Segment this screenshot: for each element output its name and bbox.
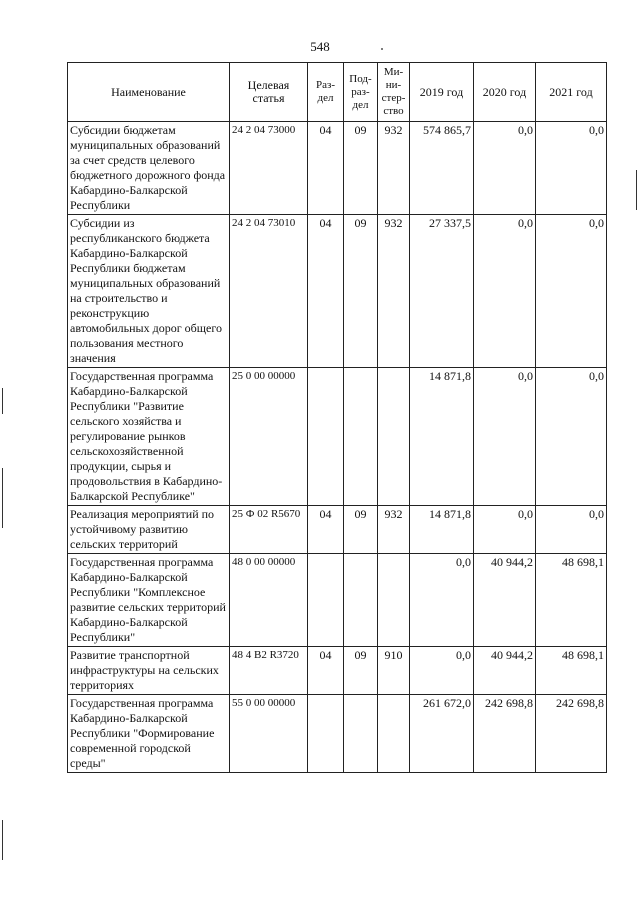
cell-name: Субсидии из республиканского бюджета Кабардино-Балкарской Республики бюджетам муниципальных образований на строительство и реконструкцию автомобильных дорог общего пользования местного значения xyxy=(68,215,230,368)
scan-dot xyxy=(381,48,383,50)
header-ministry: Ми-ни-стер-ство xyxy=(378,63,410,122)
cell-name: Государственная программа Кабардино-Балкарской Республики "Развитие сельского хозяйства и регулирование рынков сельскохозяйственной продукции, сырья и продовольствия в Кабардино-Балкарской Республике" xyxy=(68,368,230,506)
cell-subsection xyxy=(344,368,378,506)
cell-2019: 14 871,8 xyxy=(410,506,474,554)
cell-section: 04 xyxy=(308,215,344,368)
cell-2020: 0,0 xyxy=(474,122,536,215)
cell-subsection: 09 xyxy=(344,215,378,368)
scan-margin-mark xyxy=(636,170,637,210)
cell-target: 24 2 04 73010 xyxy=(230,215,308,368)
cell-subsection xyxy=(344,695,378,773)
cell-2021: 48 698,1 xyxy=(536,647,607,695)
cell-2019: 14 871,8 xyxy=(410,368,474,506)
header-name: Наименование xyxy=(68,63,230,122)
cell-2019: 0,0 xyxy=(410,647,474,695)
header-2019: 2019 год xyxy=(410,63,474,122)
table-row xyxy=(68,506,607,554)
cell-2021: 0,0 xyxy=(536,215,607,368)
cell-target: 25 0 00 00000 xyxy=(230,368,308,506)
cell-section: 04 xyxy=(308,506,344,554)
cell-2020: 0,0 xyxy=(474,368,536,506)
cell-2021: 0,0 xyxy=(536,122,607,215)
scan-margin-mark xyxy=(2,468,3,528)
cell-ministry: 932 xyxy=(378,122,410,215)
header-target: Целевая статья xyxy=(230,63,308,122)
cell-2020: 40 944,2 xyxy=(474,554,536,647)
budget-table xyxy=(67,62,607,773)
cell-subsection: 09 xyxy=(344,506,378,554)
cell-name: Реализация мероприятий по устойчивому развитию сельских территорий xyxy=(68,506,230,554)
cell-target: 48 4 B2 R3720 xyxy=(230,647,308,695)
cell-2021: 0,0 xyxy=(536,506,607,554)
table-row xyxy=(68,368,607,506)
cell-name: Государственная программа Кабардино-Балкарской Республики "Комплексное развитие сельских территорий Кабардино-Балкарской Республики" xyxy=(68,554,230,647)
table-header-row xyxy=(68,63,607,122)
cell-ministry: 932 xyxy=(378,506,410,554)
cell-target: 24 2 04 73000 xyxy=(230,122,308,215)
cell-target: 55 0 00 00000 xyxy=(230,695,308,773)
cell-2020: 40 944,2 xyxy=(474,647,536,695)
cell-subsection: 09 xyxy=(344,647,378,695)
cell-2019: 0,0 xyxy=(410,554,474,647)
cell-target: 25 Ф 02 R5670 xyxy=(230,506,308,554)
table-row xyxy=(68,215,607,368)
cell-ministry xyxy=(378,695,410,773)
cell-2019: 574 865,7 xyxy=(410,122,474,215)
cell-subsection xyxy=(344,554,378,647)
cell-name: Субсидии бюджетам муниципальных образований за счет средств целевого бюджетного дорожного фонда Кабардино-Балкарской Республики xyxy=(68,122,230,215)
cell-section xyxy=(308,554,344,647)
table-row xyxy=(68,122,607,215)
cell-ministry xyxy=(378,554,410,647)
cell-2019: 27 337,5 xyxy=(410,215,474,368)
cell-subsection: 09 xyxy=(344,122,378,215)
cell-2021: 48 698,1 xyxy=(536,554,607,647)
scan-margin-mark xyxy=(2,388,3,414)
cell-2021: 242 698,8 xyxy=(536,695,607,773)
table-row xyxy=(68,695,607,773)
cell-2020: 0,0 xyxy=(474,215,536,368)
header-subsection: Под-раз-дел xyxy=(344,63,378,122)
header-2021: 2021 год xyxy=(536,63,607,122)
cell-2021: 0,0 xyxy=(536,368,607,506)
cell-ministry xyxy=(378,368,410,506)
header-2020: 2020 год xyxy=(474,63,536,122)
cell-ministry: 910 xyxy=(378,647,410,695)
cell-ministry: 932 xyxy=(378,215,410,368)
page-number: 548 xyxy=(310,39,330,54)
cell-name: Развитие транспортной инфраструктуры на сельских территориях xyxy=(68,647,230,695)
cell-section xyxy=(308,695,344,773)
cell-2019: 261 672,0 xyxy=(410,695,474,773)
header-section: Раз-дел xyxy=(308,63,344,122)
cell-name: Государственная программа Кабардино-Балкарской Республики "Формирование современной городской среды" xyxy=(68,695,230,773)
cell-section: 04 xyxy=(308,647,344,695)
scan-margin-mark xyxy=(2,820,3,860)
cell-section xyxy=(308,368,344,506)
table-row xyxy=(68,647,607,695)
cell-target: 48 0 00 00000 xyxy=(230,554,308,647)
table-row xyxy=(68,554,607,647)
cell-2020: 242 698,8 xyxy=(474,695,536,773)
cell-2020: 0,0 xyxy=(474,506,536,554)
cell-section: 04 xyxy=(308,122,344,215)
